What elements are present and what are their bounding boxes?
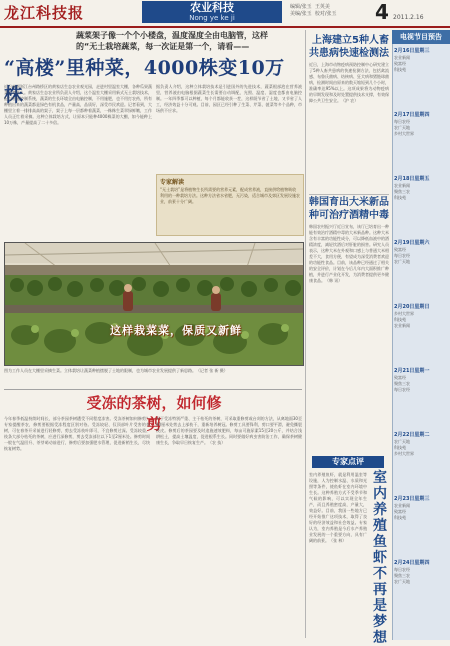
tv-program-name: 农广天地 [394, 259, 410, 264]
lead-body-bottom: 图为工作人员在大棚里采摘生菜。立体栽培让蔬菜种植摆脱了土地的限制，也为城市农业发展提供了新思路。（记者 张 新 摄） [4, 368, 228, 373]
newspaper-logo: 龙江科技报 [4, 4, 85, 22]
tv-program-name: 农广天地 [394, 579, 410, 584]
tv-schedule-item [394, 304, 448, 329]
page-number: 4 [375, 0, 389, 24]
story3-vertical-headline: 室内养殖鱼虾不再是梦想 [373, 470, 387, 646]
expert-quote-box [156, 174, 304, 236]
quote-heading: 专家解读 [160, 179, 185, 186]
story1-body: 近日，上海市动物疫病预防控制中心研究建立了5种人畜共患病的快速检测方法，包括禽流感、布鲁氏菌病、结核病、狂犬病和猪链球菌病，检测时间由原来的数天缩短到几个小时，准确率达95%以上。这项成果将为动物疫病的早期发现和及时处置提供技术支撑，有效保障公共卫生安全。（沪 农） [309, 62, 389, 103]
photo-caption: 这样栽菜菜，保质又新鲜 [110, 324, 242, 337]
lead-headline: “高楼”里种菜，4000株变10万株 [4, 57, 285, 106]
tv-schedule-date: 2月23日星期三 [394, 496, 430, 502]
editor-credits: 编辑/张玉 王英美 美编/张玉 校对/张玉 [290, 4, 337, 17]
tv-program-name: 农业新闻 [394, 323, 410, 328]
tv-program-name: 科技苑 [394, 317, 406, 322]
column-divider [305, 30, 306, 638]
story1-headline: 上海建立5种人畜共患病快速检测法 [309, 35, 389, 59]
tv-program-name: 农业新闻 [394, 55, 410, 60]
tv-program-name: 每日农经 [394, 567, 410, 572]
tv-program-name: 科技苑 [394, 515, 406, 520]
story2-body: 韩国农村振兴厅近日宣布，该厅已培育出一种能有效治疗酒精中毒的大米新品种。这种大米含有丰富的功能性成分，可以降低血液中的酒精浓度，减轻饮酒后对肝脏的损害。研究人员表示，这种大米在外观和口感上与普通大米相差不大，食用方便，有望成为深受消费者欢迎的功能性食品。目前，该品种已经通过了相关的安全评价，计划在今后几年内大面积推广种植，并进行产业化开发，为消费者提供更多健康食品。（韩 讯） [309, 224, 389, 283]
tea-body-left: 今年春季低温持续时间长，部分茶园茶树遭受不同程度冻害。受冻茶树如何修剪？专家提醒茶农，修剪要根据受冻程度区别对待。受冻较轻、仅顶部叶片受害的茶树，可在春茶开采前进行轻修剪，剪去受冻枝叶即可，不宜修剪过深。受冻较重、枝条大部分枯死的茶树，应进行深修剪，剪去受冻部位以下1至2厘米处。修剪时间一般在气温回升、茶芽萌动前进行，修剪后要加强肥水管理，促进新梢生长，尽快恢复树势。 [4, 416, 150, 451]
tv-schedule-item [394, 560, 448, 585]
tv-program-name: 每日农经 [394, 253, 410, 258]
section-subtitle: Nong ye ke ji [189, 14, 235, 22]
lead-body-right: 据负责人介绍，这种立体栽培技术是引进国外的先进技术，蔬菜根部泡在营养液里，营养液由电脑根据蔬菜生长需要自动调配，光照、温度、湿度也都由电脑控制。一年四季都可以种植，每个月都能收获一茬，这样既节省了土地，又节省了人工，经济效益十分可观。目前，园区已经引种了生菜、芹菜、菠菜等多个品种，市场供不应求。 [156, 84, 302, 113]
quote-text: “无土栽培”是将植物生长所需要的营养元素，配成营养液，直接供给植物吸收利用的一种栽培方法。这种方法省水省肥，无污染，适合城市及郊区发展设施农业，前景十分广阔。 [160, 187, 300, 204]
tv-schedule-item [394, 432, 448, 457]
tv-schedule-item [394, 368, 448, 393]
story3-body: 室内养殖鱼虾，就是利用温室等设施，人为控制水温、水质和光照等条件，使鱼虾在室内环境中生长。这种养殖方式不受季节和气候的影响，可以实现全年生产，而且养殖密度高，产量大，效益好。目前，我国一些地方已经开始推广这项技术，取得了良好的经济效益和社会效益。专家认为，室内养殖是今后水产养殖业发展的一个重要方向，具有广阔的前景。（张 林） [309, 472, 367, 543]
story2-headline: 韩国育出大米新品种可治疗酒精中毒 [309, 197, 389, 221]
masthead [0, 0, 450, 28]
tv-schedule-date: 2月18日星期五 [394, 176, 430, 182]
tv-schedule-date: 2月20日星期日 [394, 304, 430, 310]
tv-program-name: 农广天地 [394, 125, 410, 130]
tv-schedule-item [394, 48, 448, 73]
tv-program-name: 农业新闻 [394, 183, 410, 188]
tv-schedule-date: 2月22日星期二 [394, 432, 430, 438]
tv-schedule-date: 2月17日星期四 [394, 112, 430, 118]
tv-schedule-item [394, 240, 448, 265]
lead-body-left: 近日来到浙江台州路桥区的黄家店生态农业观光园，走进村里温室大棚，各种瓜果蔬菜长势喜人。黄家店生态农业所负责人介绍，这个温室大棚采用新式无土栽培技术，配以智能控制系统，蔬菜的生长环境全由电脑控制，不用施肥，也不用打农药，所有种植出来的蔬菜都是绿色有机食品，产量高，品质好，深受市民欢迎。记者看到，大棚里立着一排排高高的架子，架子上每一层都种着蔬菜，一株株生菜翠绿鲜嫩，工作人员正忙着采摘。这种立体栽培方式，让原本只能种4000株菜的大棚，如今能种上10万株，产量提高了二十多倍。 [4, 84, 152, 125]
tv-program-name: 农业新闻 [394, 503, 410, 508]
tv-program-name: 聚焦三农 [394, 189, 410, 194]
tea-body-right: 对于受冻特别严重、主干枯死的茶树，可采取重修剪或台刈的方法，从离地面30至40厘米处剪去上部枝干，重新培养树冠。修剪工具要锋利，剪口要平滑，避免撕裂枝皮。修剪后的茶园要及时追施速效肥料，每亩可施尿素15至20公斤，并结合浅耕松土，提高土壤温度，促进根系生长。同时要做好病虫害防治工作，确保茶树健康生长，争取早日恢复生产。（农 技） [156, 416, 302, 445]
tv-schedule-date: 2月16日星期三 [394, 48, 430, 54]
greenhouse-photo-image [5, 243, 303, 365]
tea-headline: 受冻的茶树，如何修剪 [86, 394, 222, 433]
story-divider [309, 194, 389, 195]
tv-program-name: 聚焦三农 [394, 573, 410, 578]
tv-schedule-date: 2月19日星期六 [394, 240, 430, 246]
tv-program-name: 科技苑 [394, 195, 406, 200]
section-divider [4, 389, 302, 390]
greenhouse-photo [4, 242, 304, 366]
tv-program-name: 致富经 [394, 61, 406, 66]
tv-program-name: 农广天地 [394, 439, 410, 444]
tv-program-name: 科技苑 [394, 67, 406, 72]
tv-schedule-header: 电视节目预告 [392, 30, 450, 44]
tv-program-name: 致富经 [394, 509, 406, 514]
tv-schedule-date: 2月24日星期四 [394, 560, 430, 566]
tv-schedule-item [394, 496, 448, 521]
tv-program-name: 乡村大世界 [394, 451, 414, 456]
tv-program-name: 科技苑 [394, 445, 406, 450]
tv-program-name: 每日农经 [394, 119, 410, 124]
issue-date: 2011.2.16 [393, 14, 424, 21]
lead-kicker: 蔬菜架子像一个个小楼盘，温度湿度全由电脑管，这样的“无土栽培蔬菜，每一次证是第一个，请看—— [76, 31, 268, 51]
tv-program-name: 致富经 [394, 247, 406, 252]
tv-program-name: 聚焦三农 [394, 381, 410, 386]
tv-schedule-item [394, 176, 448, 201]
tv-schedule-item [394, 112, 448, 137]
tv-program-name: 乡村大世界 [394, 311, 414, 316]
tv-program-name: 每日农经 [394, 387, 410, 392]
tv-program-name: 致富经 [394, 375, 406, 380]
section-title: 农业科技 [190, 1, 234, 14]
tv-program-name: 乡村大世界 [394, 131, 414, 136]
section-banner [142, 1, 282, 23]
tv-schedule-date: 2月21日星期一 [394, 368, 430, 374]
story3-label: 专家点评 [312, 456, 384, 468]
